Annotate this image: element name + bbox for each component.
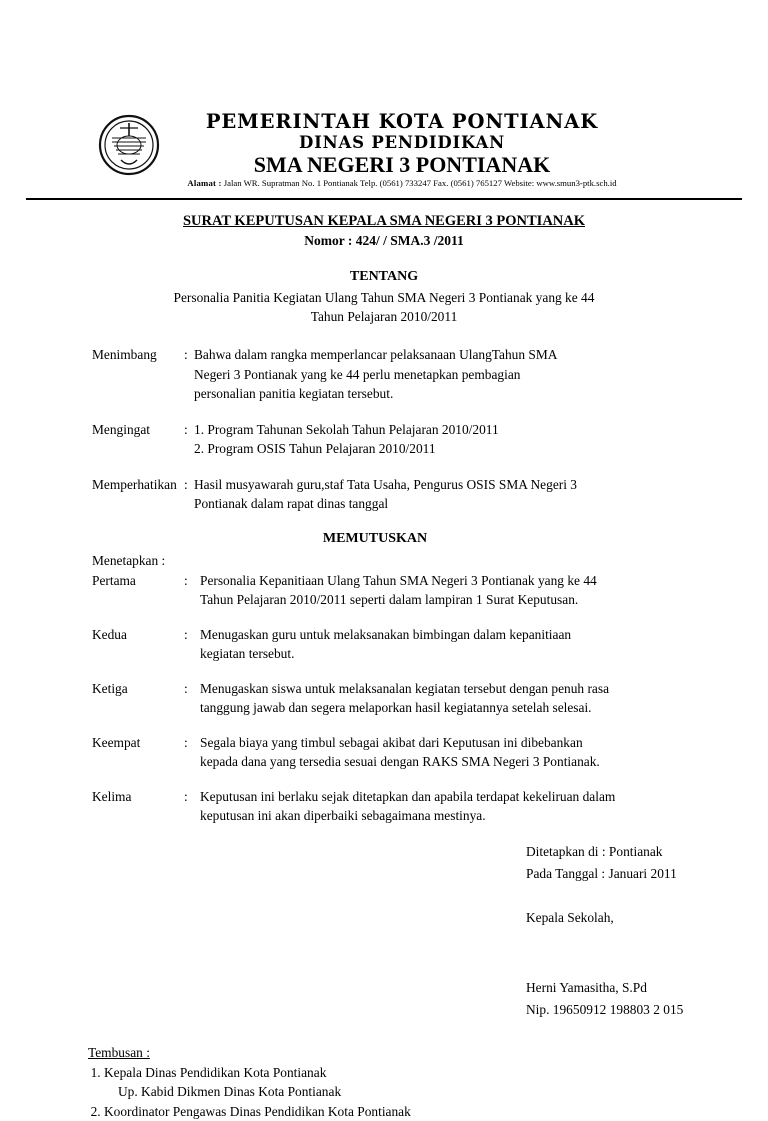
tembusan-list	[88, 1063, 742, 1121]
decision-value	[194, 679, 742, 718]
clause-colon: :	[184, 345, 194, 364]
subject-line-1: Personalia Panitia Kegiatan Ulang Tahun SMA Negeri 3 Pontianak yang ke 44	[26, 288, 742, 307]
clause-row	[26, 420, 742, 459]
clause-value	[194, 475, 742, 514]
list-item	[104, 1063, 742, 1102]
decision-value	[194, 625, 742, 664]
clause-label: Memperhatikan	[26, 475, 184, 494]
decision-row	[26, 787, 742, 826]
decision-colon: :	[184, 571, 194, 590]
decision-label: Ketiga	[26, 679, 184, 698]
decision-label: Kedua	[26, 625, 184, 644]
subject-block	[26, 288, 742, 326]
signature-date: Pada Tanggal : Januari 2011	[526, 863, 742, 885]
decision-colon: :	[184, 733, 194, 752]
clause-line: Pontianak dalam rapat dinas tanggal	[194, 494, 742, 514]
signature-position: Kepala Sekolah,	[526, 907, 742, 929]
decision-colon: :	[184, 625, 194, 644]
decision-value	[194, 571, 742, 610]
decision-line: Menugaskan siswa untuk melaksanalan kegiatan tersebut dengan penuh rasa	[200, 679, 742, 699]
school-name-line: SMA NEGERI 3 PONTIANAK	[62, 153, 742, 177]
document-number: Nomor : 424/ / SMA.3 /2011	[26, 233, 742, 249]
decision-colon: :	[184, 787, 194, 806]
decision-line: kepada dana yang tersedia sesuai dengan RAKS SMA Negeri 3 Pontianak.	[200, 752, 742, 772]
signature-name: Herni Yamasitha, S.Pd	[526, 977, 742, 999]
clause-line: Hasil musyawarah guru,staf Tata Usaha, Pengurus OSIS SMA Negeri 3	[194, 475, 742, 495]
decision-line: Personalia Kepanitiaan Ulang Tahun SMA Negeri 3 Pontianak yang ke 44	[200, 571, 742, 591]
address-label: Alamat :	[187, 178, 221, 188]
signature-place: Ditetapkan di : Pontianak	[526, 841, 742, 863]
tembusan-item-text: Kepala Dinas Pendidikan Kota Pontianak	[104, 1065, 326, 1080]
decision-row	[26, 679, 742, 718]
page-title: SURAT KEPUTUSAN KEPALA SMA NEGERI 3 PONTIANAK	[26, 213, 742, 230]
header-divider	[26, 198, 742, 200]
clause-colon: :	[184, 420, 194, 439]
decision-colon: :	[184, 679, 194, 698]
clause-line: Bahwa dalam rangka memperlancar pelaksanaan UlangTahun SMA	[194, 345, 742, 365]
decision-label: Pertama	[26, 571, 184, 590]
decision-line: keputusan ini akan diperbaiki sebagaimana mestinya.	[200, 806, 742, 826]
decision-label: Keempat	[26, 733, 184, 752]
tentang-heading: TENTANG	[26, 268, 742, 285]
decision-value	[194, 733, 742, 772]
clause-line: 2. Program OSIS Tahun Pelajaran 2010/2011	[194, 439, 742, 459]
decision-row	[26, 571, 742, 610]
decision-line: Segala biaya yang timbul sebagai akibat dari Keputusan ini dibebankan	[200, 733, 742, 753]
clause-label: Mengingat	[26, 420, 184, 439]
decision-line: kegiatan tersebut.	[200, 644, 742, 664]
tembusan-sub-item: Up. Kabid Dikmen Dinas Kota Pontianak	[104, 1082, 742, 1102]
letterhead	[26, 112, 742, 196]
signature-block	[26, 841, 742, 1021]
decision-value	[194, 787, 742, 826]
decision-line: tanggung jawab dan segera melaporkan hasil kegiatannya setelah selesai.	[200, 698, 742, 718]
signature-nip: Nip. 19650912 198803 2 015	[526, 999, 742, 1021]
clause-line: 1. Program Tahunan Sekolah Tahun Pelajaran 2010/2011	[194, 420, 742, 440]
decision-row	[26, 625, 742, 664]
address-line	[62, 178, 742, 189]
clause-value	[194, 345, 742, 404]
subject-line-2: Tahun Pelajaran 2010/2011	[26, 307, 742, 326]
tembusan-section	[26, 1043, 742, 1121]
clause-value	[194, 420, 742, 459]
clause-line: personalian panitia kegiatan tersebut.	[194, 384, 742, 404]
decision-label: Kelima	[26, 787, 184, 806]
clause-line: Negeri 3 Pontianak yang ke 44 perlu menetapkan pembagian	[194, 365, 742, 385]
list-item	[104, 1102, 742, 1121]
decision-row	[26, 733, 742, 772]
clause-row	[26, 345, 742, 404]
decisions-section	[26, 571, 742, 826]
tembusan-item-text: Koordinator Pengawas Dinas Pendidikan Kota Pontianak	[104, 1104, 411, 1119]
clause-colon: :	[184, 475, 194, 494]
clause-label: Menimbang	[26, 345, 184, 364]
city-seal-emblem-icon	[98, 114, 160, 176]
decision-line: Keputusan ini berlaku sejak ditetapkan dan apabila terdapat kekeliruan dalam	[200, 787, 742, 807]
menetapkan-label: Menetapkan :	[26, 551, 742, 570]
tembusan-title: Tembusan :	[88, 1043, 742, 1062]
address-value: Jalan WR. Supratman No. 1 Pontianak Telp. (0561) 733247 Fax. (0561) 765127 Website: www.smun3-ptk.sch.id	[224, 178, 617, 188]
considerations-section	[26, 345, 742, 514]
clause-row	[26, 475, 742, 514]
decision-line: Tahun Pelajaran 2010/2011 seperti dalam lampiran 1 Surat Keputusan.	[200, 590, 742, 610]
decision-line: Menugaskan guru untuk melaksanakan bimbingan dalam kepanitiaan	[200, 625, 742, 645]
memutuskan-heading: MEMUTUSKAN	[26, 530, 742, 547]
department-line: DINAS PENDIDIKAN	[62, 133, 742, 152]
government-line: PEMERINTAH KOTA PONTIANAK	[62, 112, 742, 132]
